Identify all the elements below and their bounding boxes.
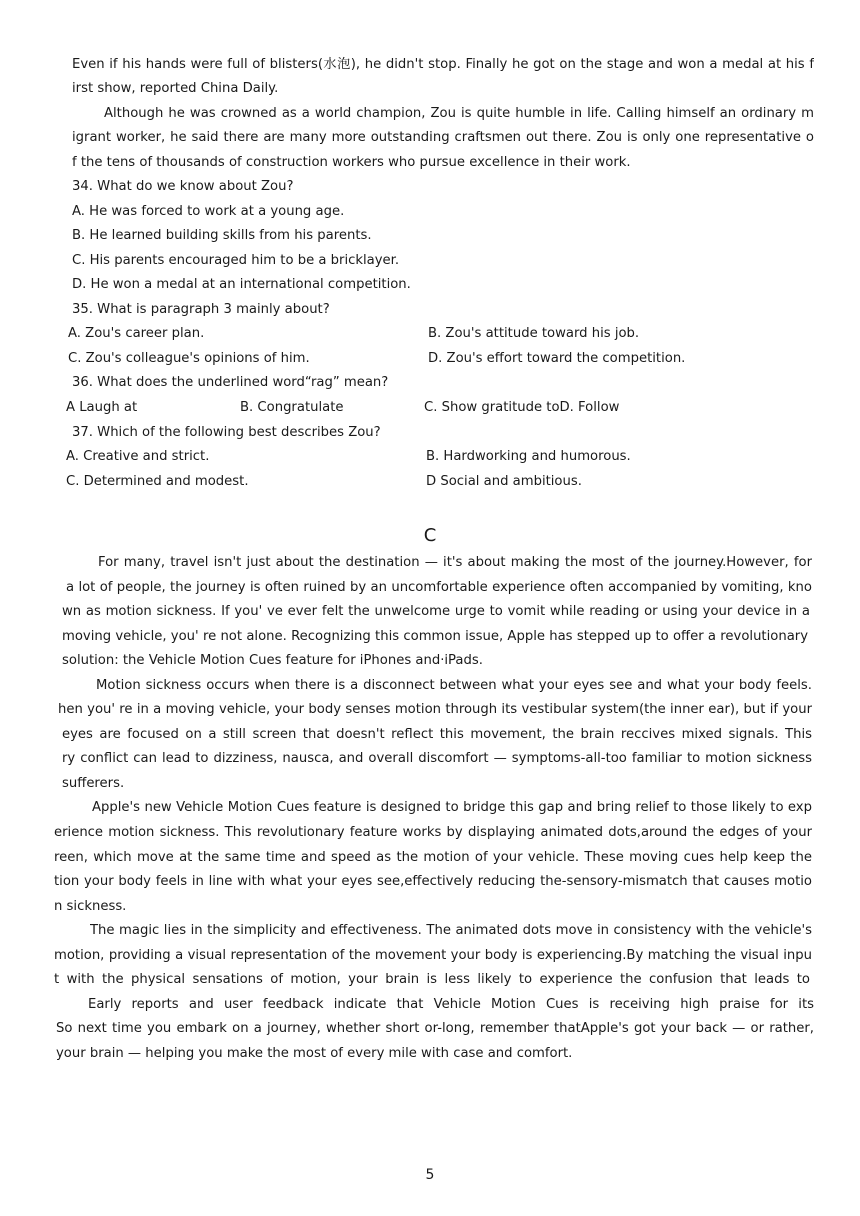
section-c-line: erience motion sickness. This revolutionary feature works by displaying animated dots,around the edges of your xyxy=(54,825,812,840)
section-c-line: wn as motion sickness. If you' ve ever felt the unwelcome urge to vomit while reading or using your device in a xyxy=(62,604,810,619)
section-c-line: t with the physical sensations of motion, your brain is less likely to experience the confusion that leads to xyxy=(54,972,810,987)
question-37-option-b: B. Hardworking and humorous. xyxy=(426,449,631,464)
section-c-line: sufferers. xyxy=(62,776,125,791)
section-c-line: Motion sickness occurs when there is a disconnect between what your eyes see and what your body feels. xyxy=(96,678,812,693)
passage-b-line: Although he was crowned as a world champion, Zou is quite humble in life. Calling himself an ordinary m xyxy=(104,106,814,121)
section-c-line: n sickness. xyxy=(54,899,127,914)
question-35-option-b: B. Zou's attitude toward his job. xyxy=(428,326,640,341)
passage-b-line: irst show, reported China Daily. xyxy=(72,81,279,96)
section-c-line: ry conflict can lead to dizziness, nausca, and overall discomfort — symptoms-all-too familiar to motion sickness xyxy=(62,751,812,766)
question-37-option-d: D Social and ambitious. xyxy=(426,474,582,489)
question-34-option-d: D. He won a medal at an international competition. xyxy=(72,277,411,292)
section-c-line: moving vehicle, you' re not alone. Recognizing this common issue, Apple has stepped up to offer a revolutionary xyxy=(62,629,808,644)
question-34-stem: 34. What do we know about Zou? xyxy=(72,179,294,194)
question-35-option-d: D. Zou's effort toward the competition. xyxy=(428,351,686,366)
section-c-line: eyes are focused on a still screen that doesn't reflect this movement, the brain reccives mixed signals. This xyxy=(62,727,812,742)
question-36-option-c-d: C. Show gratitude toD. Follow xyxy=(424,400,620,415)
question-37-option-a: A. Creative and strict. xyxy=(66,449,210,464)
question-34-option-a: A. He was forced to work at a young age. xyxy=(72,204,345,219)
question-35-option-c: C. Zou's colleague's opinions of him. xyxy=(68,351,310,366)
question-34-option-c: C. His parents encouraged him to be a bricklayer. xyxy=(72,253,400,268)
section-c-line: your brain — helping you make the most of every mile with case and comfort. xyxy=(56,1046,573,1061)
section-c-line: So next time you embark on a journey, whether short or-long, remember thatApple's got your back — or rather, xyxy=(56,1021,814,1036)
passage-b-line: igrant worker, he said there are many more outstanding craftsmen out there. Zou is only one representative o xyxy=(72,130,814,145)
section-c-line: solution: the Vehicle Motion Cues feature for iPhones and·iPads. xyxy=(62,653,483,668)
section-c-heading: C xyxy=(423,525,437,546)
section-c-line: Apple's new Vehicle Motion Cues feature is designed to bridge this gap and bring relief to those likely to exp xyxy=(92,800,812,815)
question-36-option-b: B. Congratulate xyxy=(240,400,344,415)
section-c-line: reen, which move at the same time and speed as the motion of your vehicle. These moving cues help keep the xyxy=(54,850,812,865)
section-c-line: The magic lies in the simplicity and effectiveness. The animated dots move in consistency with the vehicle's xyxy=(90,923,812,938)
question-35-stem: 35. What is paragraph 3 mainly about? xyxy=(72,302,330,317)
question-36-stem: 36. What does the underlined word“rag” mean? xyxy=(72,375,389,390)
page-number: 5 xyxy=(425,1167,435,1183)
passage-b-line: f the tens of thousands of construction workers who pursue excellence in their work. xyxy=(72,155,631,170)
question-37-option-c: C. Determined and modest. xyxy=(66,474,249,489)
passage-b-line: Even if his hands were full of blisters(水泡), he didn't stop. Finally he got on the stage and won a medal at his f xyxy=(72,57,814,72)
section-c-line: Early reports and user feedback indicate that Vehicle Motion Cues is receiving high praise for its xyxy=(88,997,814,1012)
section-c-line: motion, providing a visual representation of the movement your body is experiencing.By matching the visual inpu xyxy=(54,948,812,963)
question-37-stem: 37. Which of the following best describes Zou? xyxy=(72,425,381,440)
question-35-option-a: A. Zou's career plan. xyxy=(68,326,205,341)
question-34-option-b: B. He learned building skills from his parents. xyxy=(72,228,372,243)
section-c-line: hen you' re in a moving vehicle, your body senses motion through its vestibular system(the inner ear), but if your xyxy=(58,702,812,717)
section-c-line: For many, travel isn't just about the destination — it's about making the most of the journey.However, for xyxy=(98,555,812,570)
question-36-option-a: A Laugh at xyxy=(66,400,138,415)
section-c-line: tion your body feels in line with what your eyes see,effectively reducing the-sensory-mismatch that causes motio xyxy=(54,874,812,889)
section-c-line: a lot of people, the journey is often ruined by an uncomfortable experience often accompanied by vomiting, kno xyxy=(66,580,812,595)
